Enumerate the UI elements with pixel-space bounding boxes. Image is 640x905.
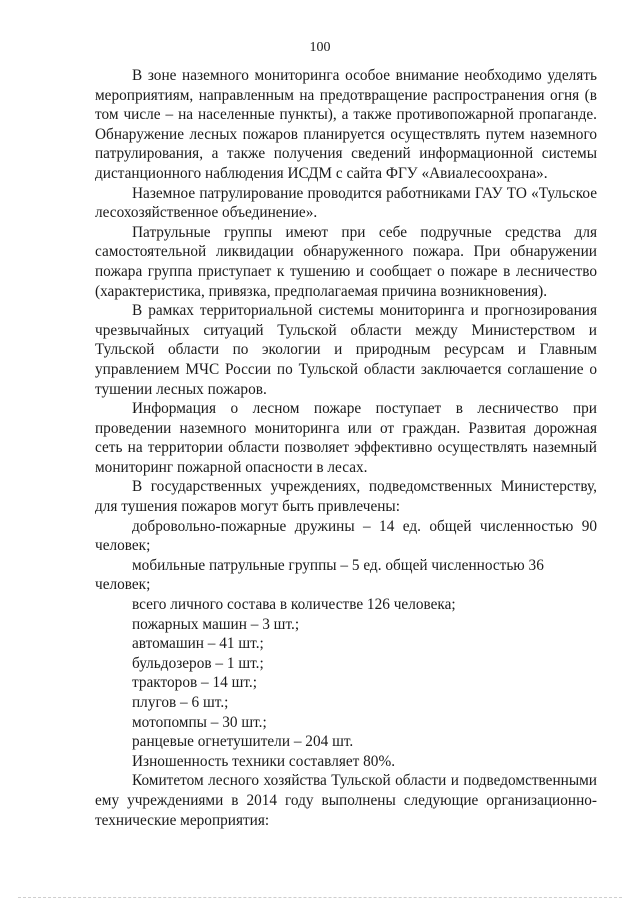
- list-item-plows: плугов – 6 шт.;: [132, 694, 229, 711]
- list-item-personnel: всего личного состава в количестве 126 человека;: [132, 596, 456, 614]
- list-item-volunteer-brigades: добровольно-пожарные дружины – 14 ед. общей численностью 90 человек;: [95, 517, 597, 555]
- list-item-equipment-wear: Изношенность техники составляет 80%.: [132, 752, 396, 770]
- list-item-bulldozers: бульдозеров – 1 шт.;: [132, 654, 264, 672]
- paragraph-territorial-system: В рамках территориальной системы мониторинга и прогнозирования чрезвычайных ситуаций Тульской области между Министерством и Тульской области по экологии и природным ресурсам и Главным управлением МЧС России по Тульской области заключается соглашение о тушении лесных пожаров.: [95, 302, 597, 398]
- paragraph-state-institutions: В государственных учреждениях, подведомственных Министерству, для тушения пожаров могут быть привлечены:: [95, 478, 597, 516]
- list-item-tractors: тракторов – 14 шт.;: [132, 674, 257, 692]
- list-item-motor-pumps: мотопомпы – 30 шт.;: [132, 713, 267, 731]
- paragraph-ground-patrol: Наземное патрулирование проводится работниками ГАУ ТО «Тульское лесохозяйственное объединение».: [95, 184, 597, 222]
- paragraph-committee-measures: Комитетом лесного хозяйства Тульской области и подведомственными ему учреждениями в 2014 году выполнены следующие организационно-технические мероприятия:: [95, 772, 597, 829]
- page-number: 100: [309, 40, 331, 55]
- scan-edge-line: [18, 897, 622, 899]
- paragraph-fire-information: Информация о лесном пожаре поступает в лесничество при проведении наземного мониторинга или от граждан. Развитая дорожная сеть на территории области позволяет эффективно осуществлять наземный мониторинг пожарной опасности в лесах.: [95, 400, 597, 476]
- paragraph-ground-monitoring: В зоне наземного мониторинга особое внимание необходимо уделять мероприятиям, направленным на предотвращение распространения огня (в том числе – на населенные пункты), а также противопожарной пропаганде. Обнаружение лесных пожаров планируется осуществлять путем наземного патрулирования, а также получения сведений информационной системы дистанционного наблюдения ИСДМ с сайта ФГУ «Авиалесоохрана».: [95, 67, 597, 182]
- list-item-fire-trucks: пожарных машин – 3 шт.;: [132, 615, 300, 633]
- paragraph-patrol-groups: Патрульные группы имеют при себе подручные средства для самостоятельной ликвидации обнаруженного пожара. При обнаружении пожара группа приступает к тушению и сообщает о пожаре в лесничество (характеристика, привязка, предполагаемая причина возникновения).: [95, 223, 597, 300]
- list-item-vehicles: автомашин – 41 шт.;: [132, 635, 264, 653]
- list-item-extinguishers: ранцевые огнетушители – 204 шт.: [132, 733, 354, 751]
- list-item-mobile-groups: мобильные патрульные группы – 5 ед. общей численностью 36 человек;: [95, 556, 544, 594]
- document-body: [95, 66, 597, 830]
